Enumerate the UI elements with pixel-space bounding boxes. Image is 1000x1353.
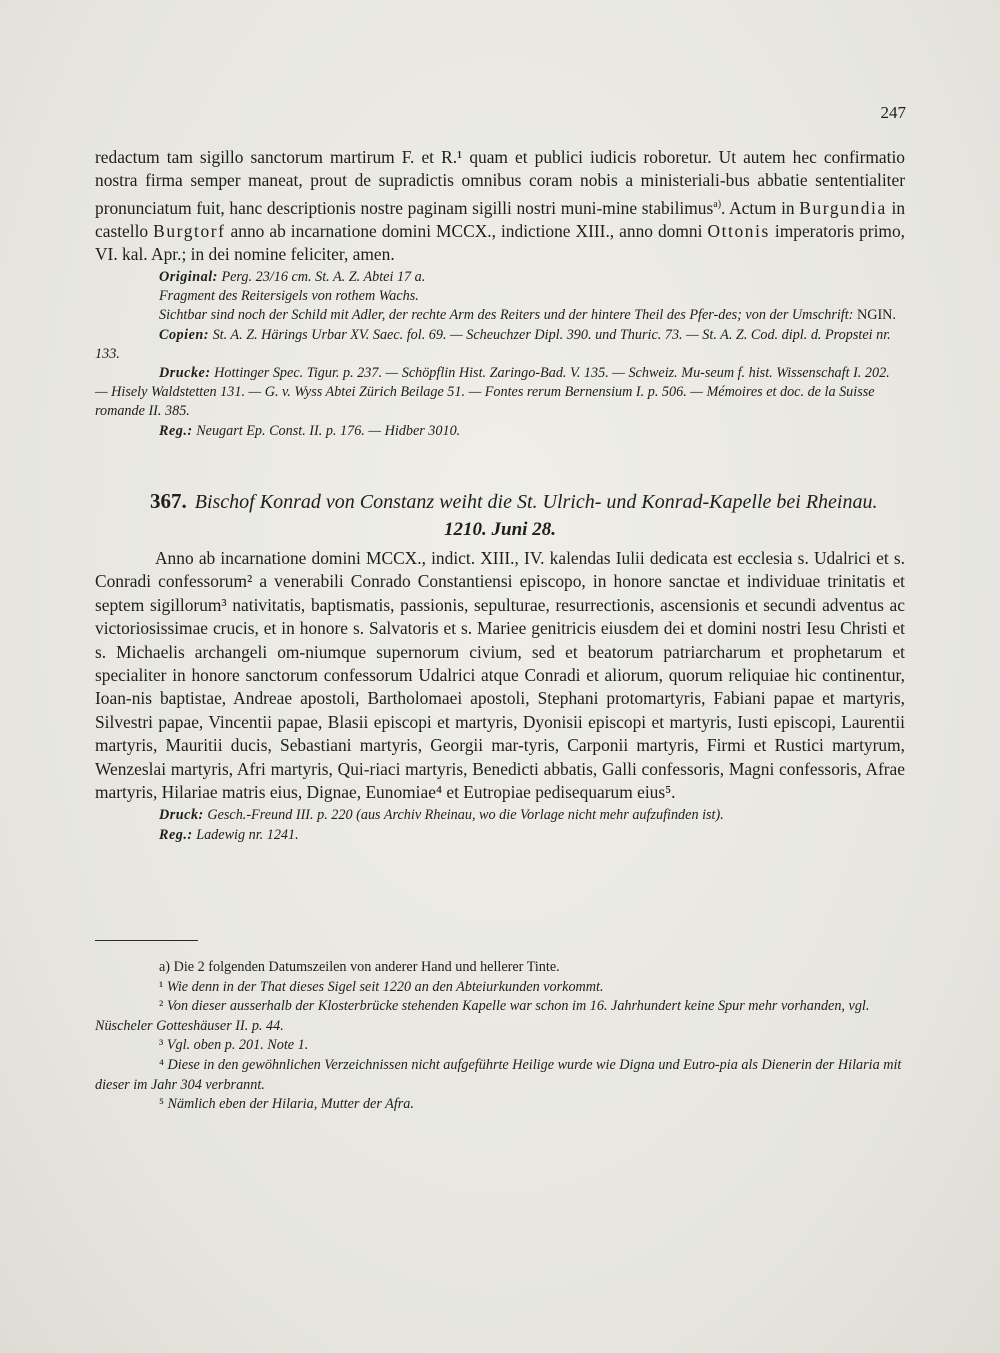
sichtbar-note	[95, 306, 905, 325]
note-text: Ladewig nr. 1241.	[192, 826, 299, 843]
top-paragraph-block	[95, 146, 905, 267]
document-date: 1210. Juni 28.	[444, 519, 556, 540]
footnote-4	[95, 1056, 905, 1095]
spaced-name: Burgundia	[799, 197, 887, 218]
text-run: imperatoris primo, VI. kal. Apr.; in dei nomine feliciter, amen.	[95, 221, 905, 265]
footnote-text: Diese in den gewöhnlichen Verzeichnissen nicht aufgeführte Heilige wurde wie Digna und Eutro-pia als Dienerin der Hilaria mit dieser im Jahr 304 verbrannt.	[95, 1056, 902, 1093]
footnote-divider	[95, 940, 198, 941]
footnote-text: Von dieser ausserhalb der Klosterbrücke stehenden Kapelle war schon im 16. Jahrhundert keine Spur mehr vorhanden, vgl. Nüscheler Gotteshäuser II. p. 44.	[95, 998, 870, 1034]
document-title: Bischof Konrad von Constanz weiht die St. Ulrich- und Konrad-Kapelle bei Rheinau.	[194, 491, 878, 513]
reg-note	[95, 422, 905, 441]
note-label: Original:	[159, 269, 218, 285]
text-run: in castello	[95, 197, 906, 242]
footnote-text: Die 2 folgenden Datumszeilen von anderer Hand und hellerer Tinte.	[170, 959, 560, 975]
note-text: Neugart Ep. Const. II. p. 176. — Hidber 3010.	[192, 422, 461, 439]
note-text: Gesch.-Freund III. p. 220 (aus Archiv Rheinau, wo die Vorlage nicht mehr aufzufinden ist).	[203, 807, 724, 824]
druck-note	[95, 806, 905, 825]
source-notes-366	[95, 268, 905, 441]
footnote-mark: ¹	[159, 978, 164, 995]
text-run: redactum tam sigillo sanctorum martirum F. et R.¹ quam et publici iudicis roboretur. Ut autem hec confirmatio nostra firma semper maneat, prout de supradictis omnibus coram nobis a ministeriali-bus abbatie sententialiter pronunciatum fuit, hanc descriptionis nostre paginam sigilli nostri muni-mine stabilimus	[95, 147, 905, 218]
spaced-name: Burgtorf	[153, 221, 226, 242]
note-label: Reg.:	[159, 422, 193, 439]
note-label: Drucke:	[159, 365, 211, 382]
document-367	[95, 488, 905, 845]
footnote-mark: ²	[159, 998, 164, 1015]
document-body: Anno ab incarnatione domini MCCX., indict. XIII., IV. kalendas Iulii dedicata est ecclesia s. Udalrici et s. Conradi confessorum² a venerabili Conrado Constantiensi episcopo, in honore sanctae et individuae trinitatis et septem sigillorum³ nativitatis, baptismatis, passionis, sepulturae, resurrectionis, ascensionis et secundi adventus ac victoriosissimae crucis, et in honore s. Salvatoris et s. Mariee genitricis eiusdem dei et domini nostri Iesu Christi et s. Michaelis archangeli om-niumque supernorum civium, sed et beatorum patriarcharum et prophetarum et specialiter in honore sanctorum confessorum Udalrici atque Conradi et aliorum, quorum reliquiae hic continentur, Ioan-nis baptistae, Andreae apostoli, Bartholomaei apostoli, Stephani protomartyris, Fabiani papae et martyris, Silvestri papae, Vincentii papae, Blasii episcopi et martyris, Dyonisii episcopi et martyris, Iusti episcopi, Laurentii martyris, Mauritii ducis, Sebastiani martyris, Georgii mar-tyris, Carponii martyris, Firmi et Rustici martyrum, Wenzeslai martyris, Afri martyris, Qui-riaci martyris, Benedicti abbatis, Galli confessoris, Magni confessoris, Afrae martyris, Hilariae matris eius, Dignae, Eunomiae⁴ et Eutropiae pedisequarum eius⁵.	[95, 548, 905, 803]
note-text: Hottinger Spec. Tigur. p. 237. — Schöpflin Hist. Zaringo-Bad. V. 135. — Schweiz. Mu-seum f. hist. Wissenschaft I. 202. — Hisely Waldstetten 131. — G. v. Wyss Abtei Zürich Beilage 51. — Fontes rerum Bernensium I. p. 506. — Mémoires et doc. de la Suisse romande II. 385.	[95, 365, 890, 420]
note-text: Perg. 23/16 cm. St. A. Z. Abtei 17 a.	[217, 269, 426, 285]
fragment-note: Fragment des Reitersigels von rothem Wachs.	[159, 288, 419, 305]
text-run: . Actum in	[721, 197, 800, 218]
footnote-mark: ⁴	[159, 1056, 164, 1073]
top-paragraph	[95, 146, 905, 267]
document-heading	[95, 488, 905, 515]
drucke-note	[95, 364, 905, 422]
document-number: 367.	[150, 489, 187, 513]
page-number: 247	[880, 103, 906, 122]
footnote-2	[95, 997, 905, 1036]
spaced-name: Ottonis	[707, 221, 770, 242]
footnotes	[95, 958, 905, 1115]
note-label: Reg.:	[159, 826, 193, 843]
footnote-3	[95, 1036, 905, 1056]
note-label: Copien:	[159, 326, 210, 343]
note-label: Druck:	[159, 807, 204, 824]
footnote-5	[95, 1095, 905, 1115]
footnote-text: Vgl. oben p. 201. Note 1.	[163, 1037, 309, 1054]
footnote-mark: a)	[713, 198, 722, 210]
original-note	[95, 268, 905, 287]
note-text: Sichtbar sind noch der Schild mit Adler, der rechte Arm des Reiters und der hintere Theil des Pfer-des; von der Umschrift:	[159, 307, 857, 324]
footnote-a	[95, 958, 905, 978]
reg-note-367	[95, 826, 905, 845]
footnote-text: Nämlich eben der Hilaria, Mutter der Afra.	[163, 1096, 414, 1113]
footnote-mark: a)	[159, 959, 171, 975]
text-run: anno ab incarnatione domini MCCX., indictione XIII., anno domni	[225, 221, 708, 242]
note-text: NGIN.	[856, 307, 896, 324]
footnote-text: Wie denn in der That dieses Sigel seit 1220 an den Abteiurkunden vorkommt.	[163, 978, 604, 995]
footnote-mark: ⁵	[159, 1096, 164, 1113]
footnote-1	[95, 978, 905, 998]
footnote-mark: ³	[159, 1037, 164, 1054]
note-text: St. A. Z. Härings Urbar XV. Saec. fol. 69. — Scheuchzer Dipl. 390. und Thuric. 73. — St. A. Z. Cod. dipl. d. Propstei nr. 133.	[95, 326, 891, 362]
copien-note	[95, 326, 905, 364]
